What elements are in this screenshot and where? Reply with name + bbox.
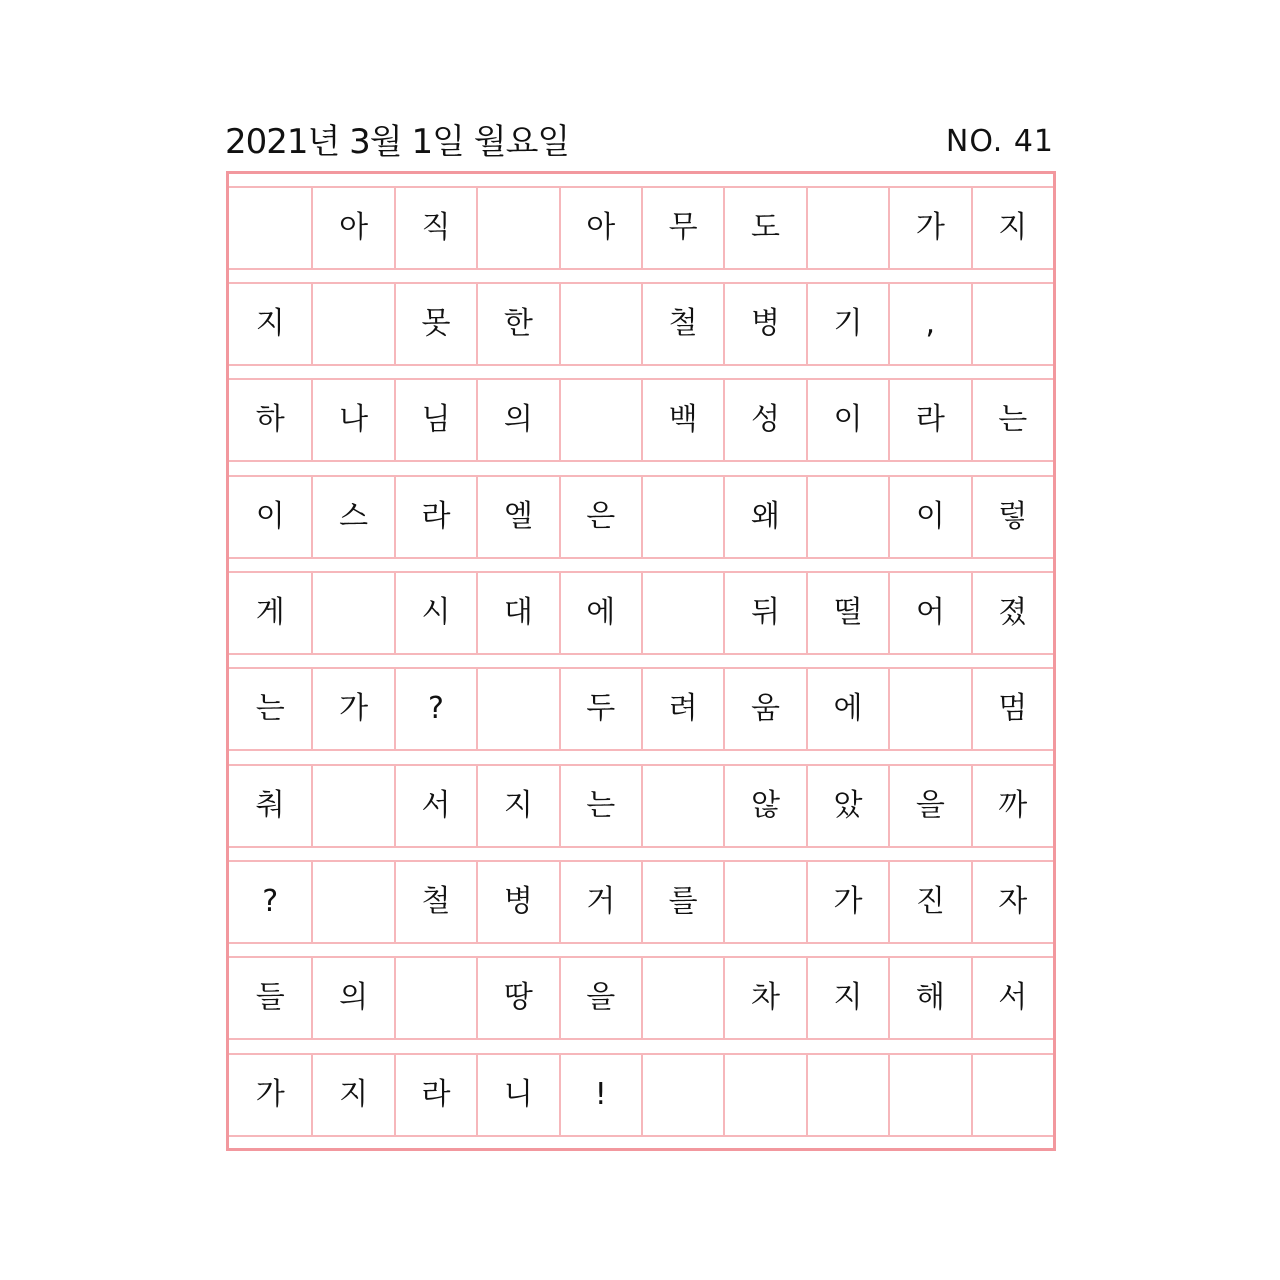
grid-cell: 성	[723, 380, 805, 460]
grid-row	[229, 860, 1053, 944]
grid-cell: ,	[888, 284, 970, 364]
grid-cell: 백	[641, 380, 723, 460]
grid-cell: ?	[394, 669, 476, 749]
grid-row	[229, 764, 1053, 848]
grid-cell	[641, 1055, 723, 1135]
grid-cell: 무	[641, 188, 723, 268]
grid-cell: 는	[559, 766, 641, 846]
grid-cell	[888, 1055, 970, 1135]
grid-cell	[806, 477, 888, 557]
grid-cell	[723, 862, 805, 942]
grid-cell: 이	[806, 380, 888, 460]
grid-cell: 않	[723, 766, 805, 846]
grid-cell: 두	[559, 669, 641, 749]
grid-cell: 라	[394, 1055, 476, 1135]
grid-cell: 땅	[476, 958, 558, 1038]
grid-cell: 움	[723, 669, 805, 749]
grid-cell: 병	[476, 862, 558, 942]
grid-row	[229, 956, 1053, 1040]
grid-cell: !	[559, 1055, 641, 1135]
grid-cell: 스	[311, 477, 393, 557]
grid-cell: 가	[888, 188, 970, 268]
grid-cell: 님	[394, 380, 476, 460]
grid-cell	[806, 1055, 888, 1135]
grid-cell	[229, 188, 311, 268]
grid-cell: 이	[255, 499, 285, 534]
grid-cell: 가	[806, 862, 888, 942]
grid-cell: 아	[311, 188, 393, 268]
grid-cell: 차	[723, 958, 805, 1038]
grid-cell: 시	[394, 573, 476, 653]
grid-cell: 졌	[971, 573, 1053, 653]
grid-cell: 왜	[723, 477, 805, 557]
grid-row	[229, 475, 1053, 559]
grid-cell: 의	[476, 380, 558, 460]
grid-cell: 까	[971, 766, 1053, 846]
grid-cell: 철	[394, 862, 476, 942]
grid-cell	[806, 188, 888, 268]
grid-cell: 가	[255, 1077, 285, 1112]
grid-cell	[641, 958, 723, 1038]
grid-cell: 은	[559, 477, 641, 557]
grid-cell	[888, 669, 970, 749]
grid-cell: 에	[806, 669, 888, 749]
grid-cell: 멈	[971, 669, 1053, 749]
diary-date: 2021년 3월 1일 월요일	[225, 122, 570, 162]
grid-cell: 아	[559, 188, 641, 268]
grid-cell	[311, 573, 393, 653]
grid-cell: 한	[476, 284, 558, 364]
grid-cell: 는	[255, 691, 285, 726]
grid-cell: 하	[255, 402, 285, 437]
grid-cell	[723, 1055, 805, 1135]
grid-cell: 엘	[476, 477, 558, 557]
grid-cell: 이	[888, 477, 970, 557]
grid-cell: 진	[888, 862, 970, 942]
grid-cell: 을	[888, 766, 970, 846]
grid-cell: 를	[641, 862, 723, 942]
grid-row	[229, 378, 1053, 462]
grid-cell: 지	[806, 958, 888, 1038]
grid-cell: 지	[971, 188, 1053, 268]
grid-row	[229, 571, 1053, 655]
grid-cell	[641, 477, 723, 557]
grid-cell	[311, 766, 393, 846]
grid-cell: 대	[476, 573, 558, 653]
grid-cell: 떨	[806, 573, 888, 653]
grid-cell: 니	[476, 1055, 558, 1135]
grid-cell: 뒤	[723, 573, 805, 653]
grid-cell: 게	[255, 595, 285, 630]
grid-cell: 지	[255, 306, 285, 341]
grid-cell: ?	[262, 884, 279, 919]
grid-cell	[476, 669, 558, 749]
grid-cell: 거	[559, 862, 641, 942]
grid-row	[229, 1053, 1053, 1137]
grid-cell	[559, 380, 641, 460]
grid-cell: 는	[971, 380, 1053, 460]
grid-cell: 직	[394, 188, 476, 268]
manuscript-grid	[226, 171, 1056, 1151]
grid-cell: 지	[311, 1055, 393, 1135]
grid-cell: 서	[971, 958, 1053, 1038]
grid-row	[229, 282, 1053, 366]
grid-cell: 서	[394, 766, 476, 846]
grid-cell: 자	[971, 862, 1053, 942]
grid-cell: 기	[806, 284, 888, 364]
grid-cell	[641, 573, 723, 653]
grid-cell: 병	[723, 284, 805, 364]
grid-row	[229, 667, 1053, 751]
grid-cell: 라	[888, 380, 970, 460]
grid-cell	[394, 958, 476, 1038]
grid-row	[229, 186, 1053, 270]
grid-cell: 춰	[255, 788, 285, 823]
grid-cell: 철	[641, 284, 723, 364]
grid-cell	[559, 284, 641, 364]
grid-cell: 나	[311, 380, 393, 460]
page-number: NO. 41	[945, 124, 1054, 159]
grid-cell: 에	[559, 573, 641, 653]
grid-cell	[641, 766, 723, 846]
grid-cell: 라	[394, 477, 476, 557]
grid-cell	[971, 1055, 1053, 1135]
grid-cell: 지	[476, 766, 558, 846]
grid-cell: 들	[255, 980, 285, 1015]
grid-cell	[476, 188, 558, 268]
grid-cell: 어	[888, 573, 970, 653]
grid-cell: 려	[641, 669, 723, 749]
grid-cell: 의	[311, 958, 393, 1038]
grid-cell: 가	[311, 669, 393, 749]
grid-cell: 았	[806, 766, 888, 846]
grid-cell: 을	[559, 958, 641, 1038]
grid-cell: 해	[888, 958, 970, 1038]
grid-cell: 도	[723, 188, 805, 268]
grid-cell	[311, 284, 393, 364]
grid-cell	[971, 284, 1053, 364]
grid-cell: 못	[394, 284, 476, 364]
grid-cell: 렇	[971, 477, 1053, 557]
grid-cell	[311, 862, 393, 942]
